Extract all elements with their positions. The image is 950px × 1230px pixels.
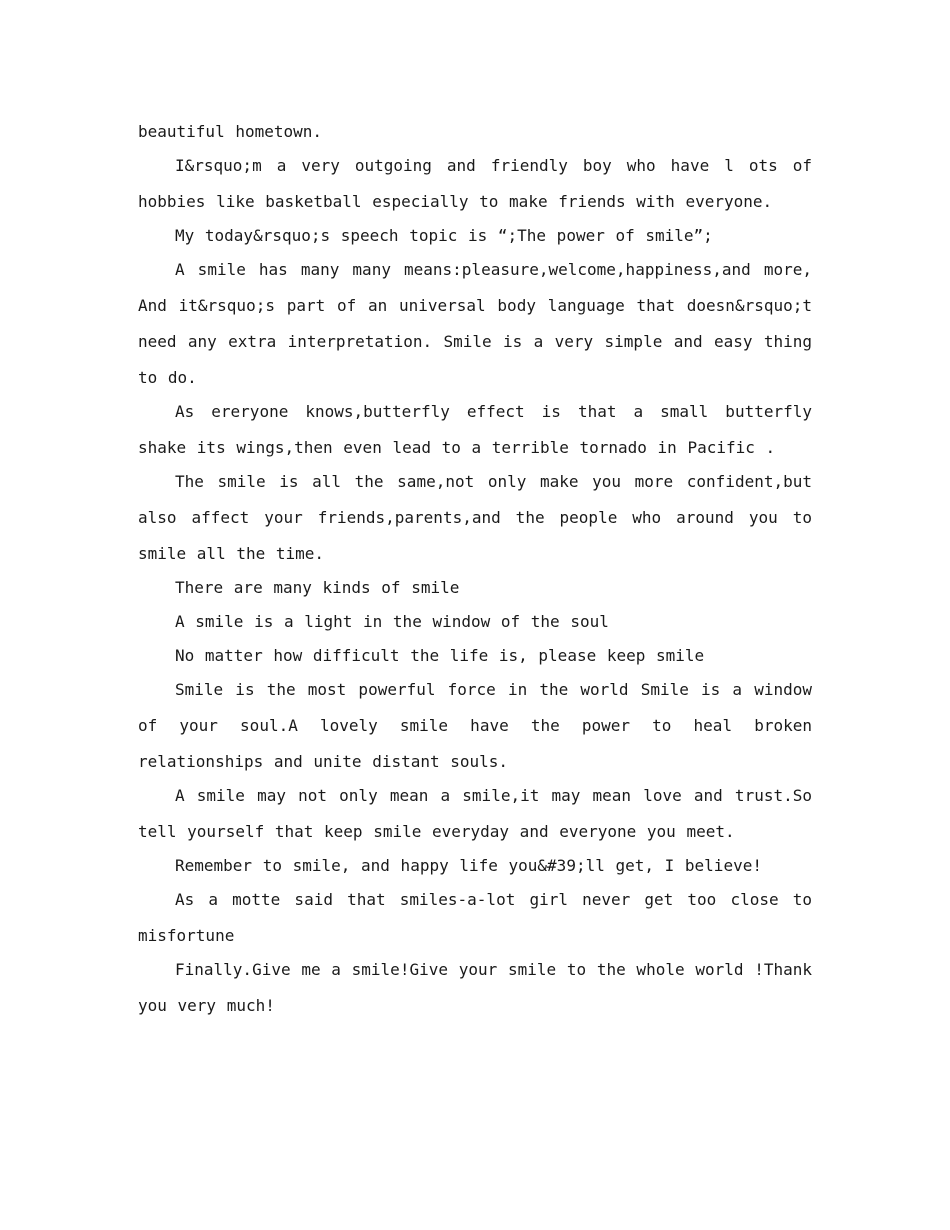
paragraph-3: My today&rsquo;s speech topic is “;The power of smile”; (175, 226, 713, 245)
paragraph-10: Smile is the most powerful force in the world Smile is a window of your soul.A lovely smile have the power to heal broken relationships and unite distant souls. (138, 680, 812, 771)
paragraph-1: beautiful hometown. (138, 122, 323, 141)
paragraph-5: As ereryone knows,butterfly effect is that a small butterfly shake its wings,then even lead to a terrible tornado in Pacific . (138, 402, 812, 457)
paragraph-8: A smile is a light in the window of the soul (175, 612, 609, 631)
paragraph-9: No matter how difficult the life is, please keep smile (175, 646, 705, 665)
paragraph-4: A smile has many many means:pleasure,welcome,happiness,and more, And it&rsquo;s part of an universal body language that doesn&rsquo;t need any extra interpretation. Smile is a very simple and easy thing to do. (138, 260, 812, 387)
document-body (138, 114, 812, 1022)
paragraph-12: Remember to smile, and happy life you&#39;ll get, I believe! (175, 856, 762, 875)
paragraph-11: A smile may not only mean a smile,it may mean love and trust.So tell yourself that keep smile everyday and everyone you meet. (138, 786, 812, 841)
paragraph-7: There are many kinds of smile (175, 578, 460, 597)
paragraph-6: The smile is all the same,not only make you more confident,but also affect your friends,parents,and the people who around you to smile all the time. (138, 472, 812, 563)
paragraph-14: Finally.Give me a smile!Give your smile to the whole world !Thank you very much! (138, 960, 812, 1015)
paragraph-13: As a motte said that smiles-a-lot girl never get too close to misfortune (138, 890, 812, 945)
paragraph-2: I&rsquo;m a very outgoing and friendly boy who have l ots of hobbies like basketball especially to make friends with everyone. (138, 156, 812, 211)
